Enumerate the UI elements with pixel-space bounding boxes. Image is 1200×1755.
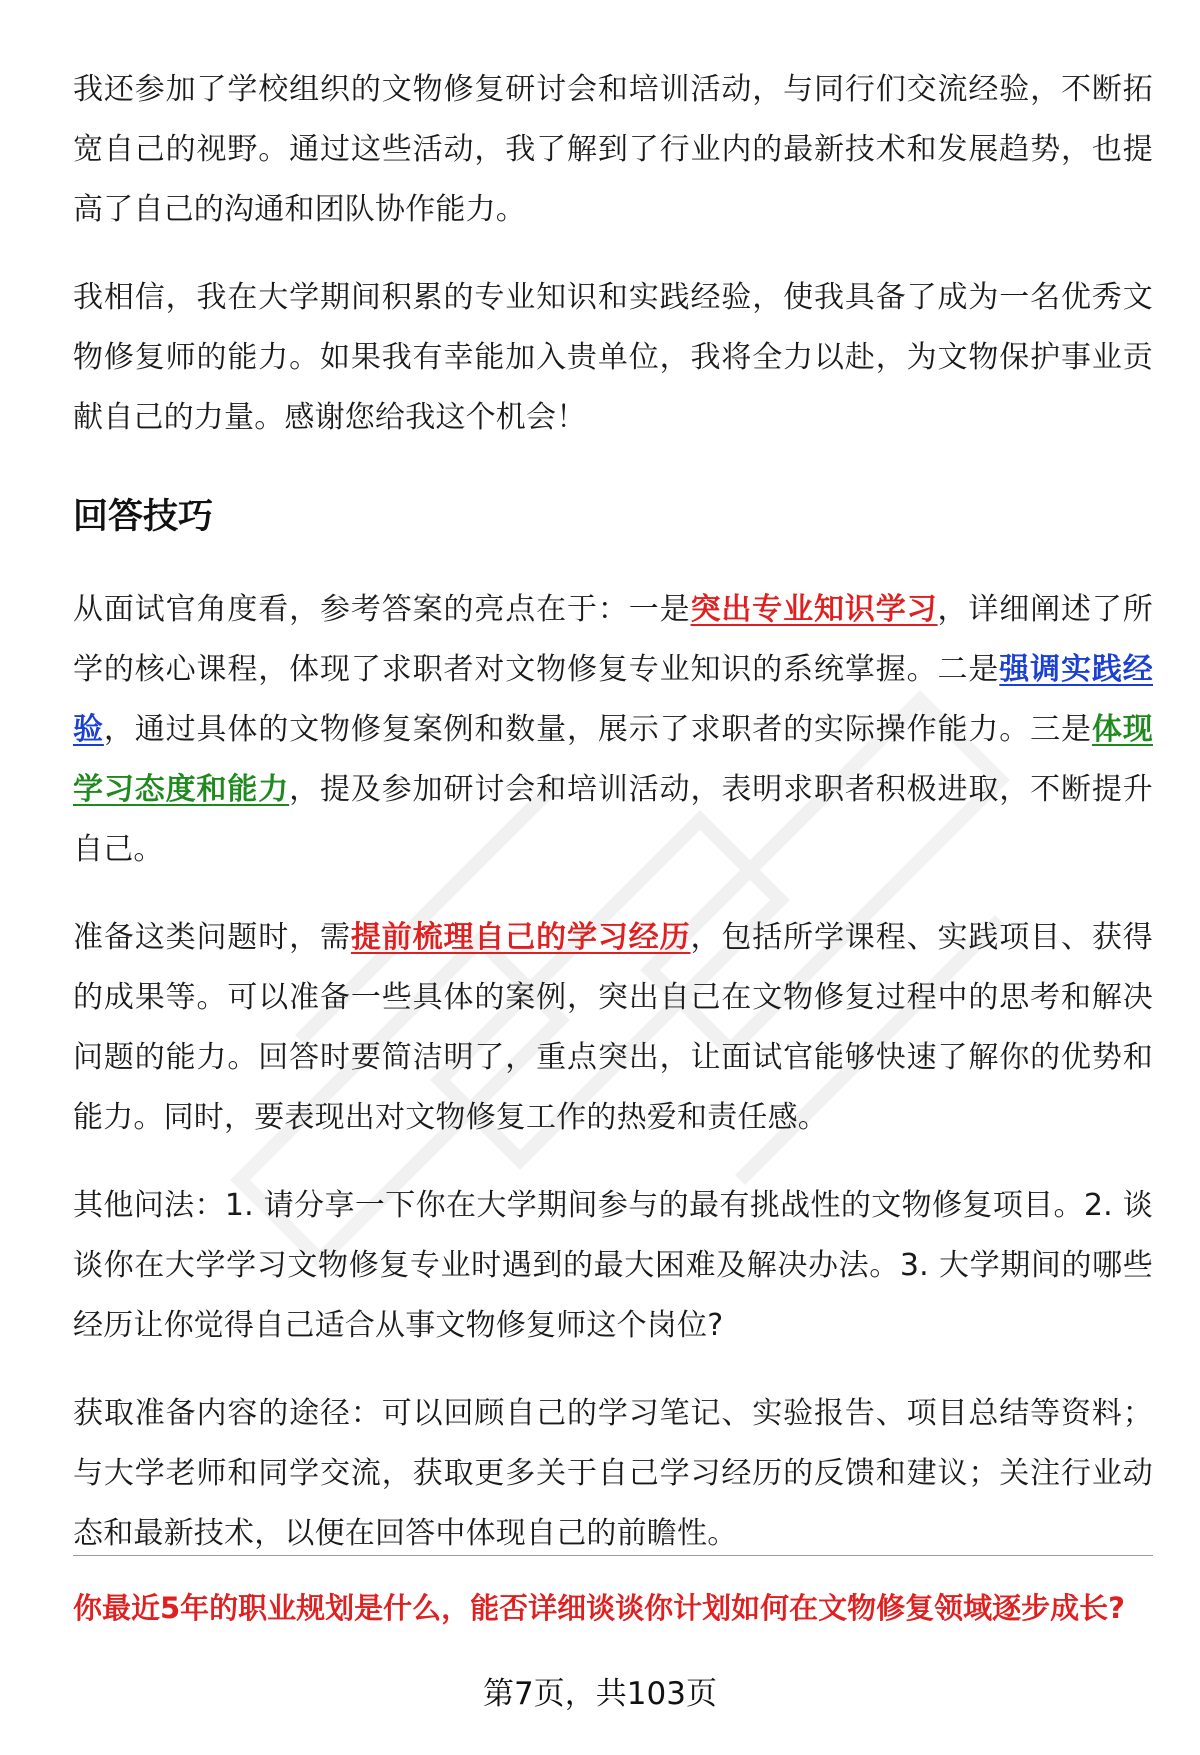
sources-paragraph: 获取准备内容的途径：可以回顾自己的学习笔记、实验报告、项目总结等资料；与大学老师和同学交流，获取更多关于自己学习经历的反馈和建议；关注行业动态和最新技术，以便在回答中体现自己的前瞻性。 <box>73 1396 1153 1551</box>
tips-paragraph <box>73 580 1153 880</box>
highlight-practice-experience: 强调实践经验 <box>73 652 1154 747</box>
tips-text-4: ，提及参加研讨会和培训活动，表明求职者积极进取，不断提升自己。 <box>73 772 1153 867</box>
section-divider <box>73 1555 1153 1556</box>
prepare-text-2: ，包括所学课程、实践项目、获得的成果等。可以准备一些具体的案例，突出自己在文物修复过程中的思考和解决问题的能力。回答时要简洁明了，重点突出，让面试官能够快速了解你的优势和能力。同时，要表现出对文物修复工作的热爱和责任感。 <box>73 920 1153 1135</box>
highlight-professional-knowledge: 突出专业知识学习 <box>690 592 938 627</box>
tips-text-3: ，通过具体的文物修复案例和数量，展示了求职者的实际操作能力。三是 <box>103 712 1092 747</box>
other-questions-paragraph: 其他问法：1. 请分享一下你在大学期间参与的最有挑战性的文物修复项目。2. 谈谈你在大学学习文物修复专业时遇到的最大困难及解决办法。3. 大学期间的哪些经历让你觉得自己适合从事文物修复师这个岗位? <box>73 1188 1153 1343</box>
section-title: 回答技巧 <box>73 497 214 537</box>
document-body <box>73 60 1153 1592</box>
answer-paragraph-1: 我还参加了学校组织的文物修复研讨会和培训活动，与同行们交流经验，不断拓宽自己的视野。通过这些活动，我了解到了行业内的最新技术和发展趋势，也提高了自己的沟通和团队协作能力。 <box>73 72 1153 227</box>
prepare-text-1: 准备这类问题时，需 <box>73 920 351 955</box>
highlight-review-learning: 提前梳理自己的学习经历 <box>350 920 691 955</box>
next-question-heading: 你最近5年的职业规划是什么，能否详细谈谈你计划如何在文物修复领域逐步成长? <box>73 1591 1126 1625</box>
tips-text-2: ，详细阐述了所学的核心课程，体现了求职者对文物修复专业知识的系统掌握。二是 <box>73 592 1154 687</box>
highlight-learning-attitude: 体现学习态度和能力 <box>73 712 1153 807</box>
answer-paragraph-2: 我相信，我在大学期间积累的专业知识和实践经验，使我具备了成为一名优秀文物修复师的能力。如果我有幸能加入贵单位，我将全力以赴，为文物保护事业贡献自己的力量。感谢您给我这个机会！ <box>73 280 1153 435</box>
prepare-paragraph <box>73 908 1153 1148</box>
tips-text-1: 从面试官角度看，参考答案的亮点在于：一是 <box>73 592 691 627</box>
page-number: 第7页，共103页 <box>483 1676 717 1712</box>
